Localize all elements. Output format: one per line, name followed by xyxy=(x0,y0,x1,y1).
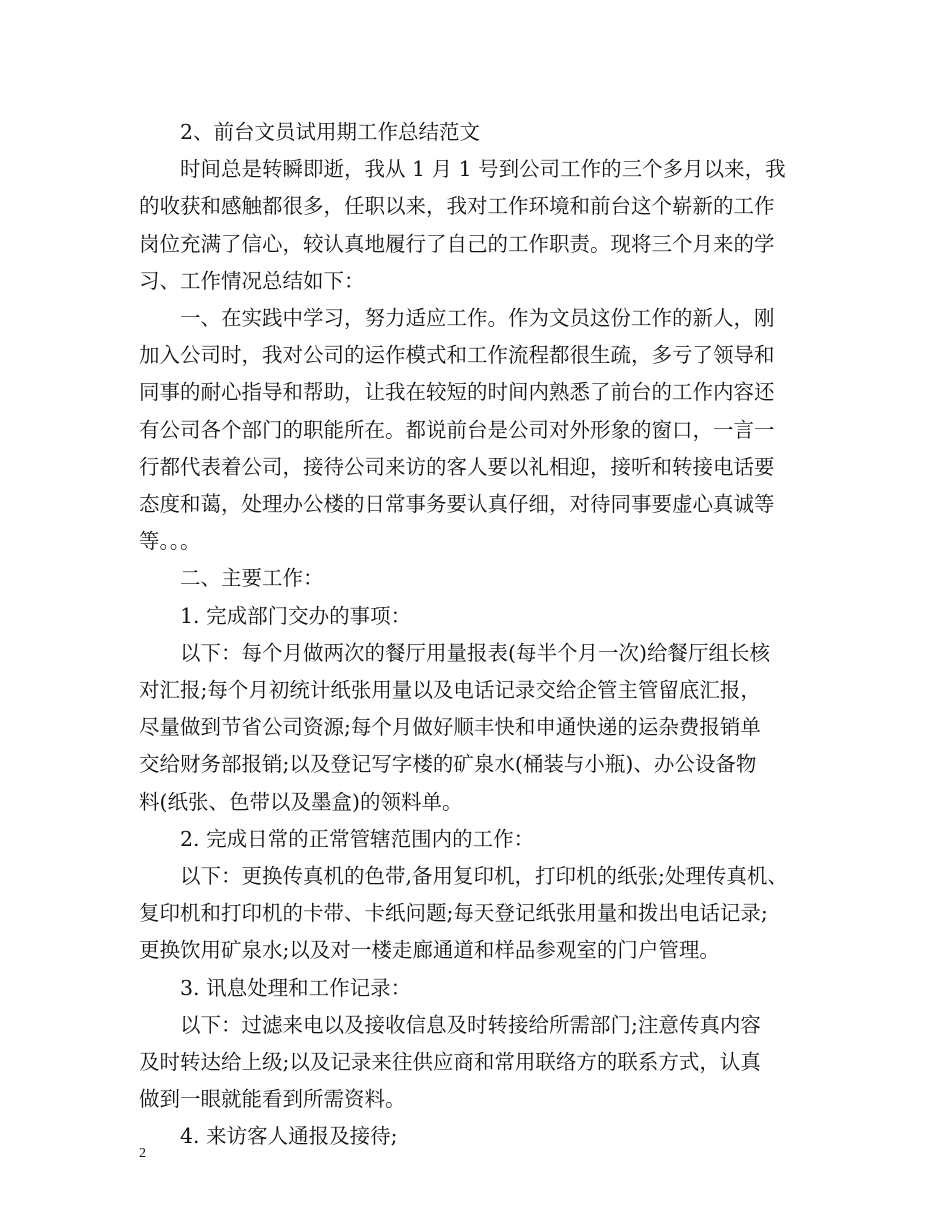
subsection-heading: 1. 完成部门交办的事项： xyxy=(180,604,412,628)
paragraph-line: 态度和蔼，处理办公楼的日常事务要认真仔细，对待同事要虚心真诚等 xyxy=(139,492,775,516)
paragraph-line: 的收获和感触都很多，任职以来，我对工作环境和前台这个崭新的工作 xyxy=(139,194,775,218)
paragraph-line: 复印机和打印机的卡带、卡纸问题;每天登记纸张用量和拨出电话记录; xyxy=(139,901,768,925)
paragraph-line: 习、工作情况总结如下： xyxy=(139,269,365,293)
paragraph-line: 做到一眼就能看到所需资料。 xyxy=(139,1087,406,1111)
paragraph-line: 对汇报;每个月初统计纸张用量以及电话记录交给企管主管留底汇报， xyxy=(139,678,761,702)
subsection-heading: 4. 来访客人通报及接待; xyxy=(180,1124,398,1148)
paragraph-line: 尽量做到节省公司资源;每个月做好顺丰快和申通快递的运杂费报销单 xyxy=(139,715,761,739)
section-heading: 二、主要工作： xyxy=(180,566,324,590)
paragraph-line: 以下：更换传真机的色带,备用复印机，打印机的纸张;处理传真机、 xyxy=(180,864,788,888)
paragraph-line: 加入公司时，我对公司的运作模式和工作流程都很生疏，多亏了领导和 xyxy=(139,343,775,367)
page-number: 2 xyxy=(139,1146,146,1161)
paragraph-line: 同事的耐心指导和帮助，让我在较短的时间内熟悉了前台的工作内容还 xyxy=(139,380,775,404)
subsection-heading: 3. 讯息处理和工作记录： xyxy=(180,976,412,1000)
paragraph-line: 及时转达给上级;以及记录来往供应商和常用联络方的联系方式，认真 xyxy=(139,1050,761,1074)
paragraph-line: 有公司各个部门的职能所在。都说前台是公司对外形象的窗口，一言一 xyxy=(139,418,775,442)
paragraph-line: 行都代表着公司，接待公司来访的客人要以礼相迎，接听和转接电话要 xyxy=(139,455,775,479)
paragraph-line: 一、在实践中学习，努力适应工作。作为文员这份工作的新人，刚 xyxy=(180,306,775,330)
paragraph-line: 等。。。 xyxy=(139,529,201,553)
paragraph-line: 岗位充满了信心，较认真地履行了自己的工作职责。现将三个月来的学 xyxy=(139,232,775,256)
paragraph-line: 时间总是转瞬即逝，我从 1 月 1 号到公司工作的三个多月以来，我 xyxy=(180,157,786,181)
section-heading: 2、前台文员试用期工作总结范文 xyxy=(180,120,481,144)
subsection-heading: 2. 完成日常的正常管辖范围内的工作： xyxy=(180,827,535,851)
paragraph-line: 以下：每个月做两次的餐厅用量报表(每半个月一次)给餐厅组长核 xyxy=(180,641,770,665)
paragraph-line: 以下：过滤来电以及接收信息及时转接给所需部门;注意传真内容 xyxy=(180,1013,761,1037)
paragraph-line: 料(纸张、色带以及墨盒)的领料单。 xyxy=(139,790,463,814)
paragraph-line: 交给财务部报销;以及登记写字楼的矿泉水(桶装与小瓶)、办公设备物 xyxy=(139,752,757,776)
paragraph-line: 更换饮用矿泉水;以及对一楼走廊通道和样品参观室的门户管理。 xyxy=(139,938,720,962)
